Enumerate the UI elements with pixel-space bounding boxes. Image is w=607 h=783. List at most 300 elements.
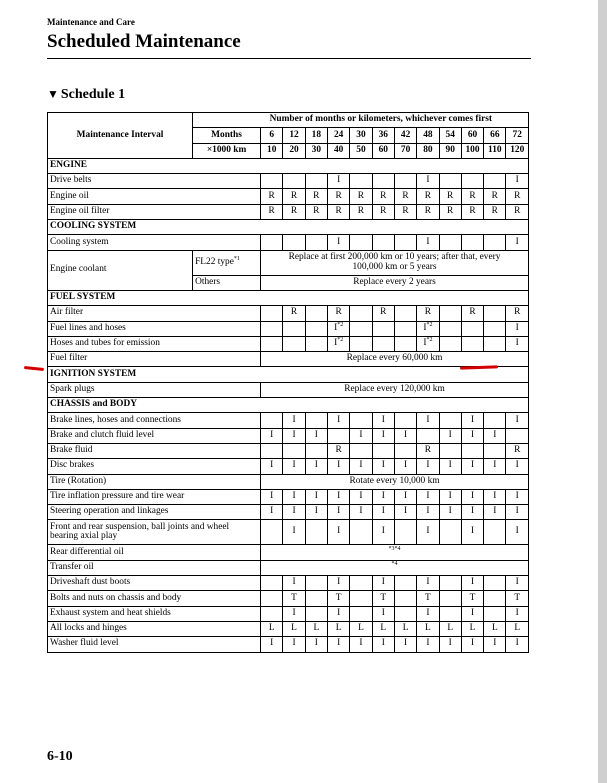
table-row (48, 459, 529, 474)
schedule-cell: I (484, 459, 506, 474)
item-label: Air filter (48, 306, 261, 321)
schedule-cell: R (283, 204, 305, 219)
schedule-cell (394, 321, 416, 336)
schedule-cell (350, 321, 372, 336)
schedule-cell: R (372, 204, 394, 219)
page-number: 6-10 (47, 749, 73, 764)
schedule-cell (327, 428, 349, 443)
schedule-cell (394, 235, 416, 250)
schedule-cell (350, 606, 372, 621)
schedule-cell (261, 235, 283, 250)
item-label: Engine oil filter (48, 204, 261, 219)
schedule-cell: I (350, 489, 372, 504)
table-row (48, 189, 529, 204)
schedule-cell: R (261, 204, 283, 219)
table-row (48, 443, 529, 458)
schedule-cell (394, 306, 416, 321)
schedule-cell: I (327, 489, 349, 504)
schedule-cell (305, 336, 327, 351)
table-row (48, 204, 529, 219)
interval-text: Replace at first 200,000 km or 10 years; after that, every 100,000 km or 5 years (261, 250, 529, 275)
category-row (48, 367, 529, 382)
schedule-cell: R (506, 443, 529, 458)
schedule-cell (439, 576, 461, 591)
schedule-cell: I (461, 606, 483, 621)
schedule-cell: R (327, 306, 349, 321)
schedule-cell (461, 443, 483, 458)
schedule-cell: I (461, 459, 483, 474)
table-row (48, 474, 529, 489)
schedule-cell: I (327, 459, 349, 474)
subtype-label (193, 275, 261, 290)
item-label: Spark plugs (48, 382, 261, 397)
km-value: 120 (506, 143, 529, 158)
table-row (48, 621, 529, 636)
item-label: Transfer oil (48, 560, 261, 575)
item-label: Driveshaft dust boots (48, 576, 261, 591)
schedule-cell: I (461, 489, 483, 504)
schedule-cell: I (461, 413, 483, 428)
schedule-cell: R (461, 306, 483, 321)
schedule-cell: I (305, 637, 327, 652)
schedule-cell (394, 413, 416, 428)
schedule-cell (261, 606, 283, 621)
schedule-cell: R (417, 204, 439, 219)
footnote-ref: *2 (426, 321, 433, 328)
schedule-cell: I (484, 637, 506, 652)
schedule-cell: L (506, 621, 529, 636)
schedule-cell (439, 591, 461, 606)
km-value: 20 (283, 143, 305, 158)
km-value: 80 (417, 143, 439, 158)
km-value: 90 (439, 143, 461, 158)
schedule-cell (350, 591, 372, 606)
schedule-cell: R (439, 189, 461, 204)
schedule-cell: R (461, 189, 483, 204)
schedule-cell (350, 443, 372, 458)
schedule-cell (305, 576, 327, 591)
schedule-cell: R (305, 189, 327, 204)
schedule-cell (484, 606, 506, 621)
table-row (48, 520, 529, 545)
schedule-title: Schedule 1 (60, 87, 126, 102)
item-label: All locks and hinges (48, 621, 261, 636)
schedule-cell: I (261, 637, 283, 652)
table-row (48, 235, 529, 250)
span-header: Number of months or kilometers, whichever comes first (193, 113, 529, 128)
schedule-cell (461, 321, 483, 336)
schedule-cell (484, 520, 506, 545)
schedule-cell: I (372, 520, 394, 545)
schedule-cell: R (350, 204, 372, 219)
table-row (48, 413, 529, 428)
schedule-cell: I (506, 321, 529, 336)
months-value: 72 (506, 128, 529, 143)
months-value: 42 (394, 128, 416, 143)
schedule-cell (439, 606, 461, 621)
schedule-cell: I (261, 428, 283, 443)
schedule-cell: I (283, 520, 305, 545)
section-header: Maintenance and Care (47, 17, 135, 27)
maintenance-schedule-table (47, 112, 529, 653)
schedule-cell: I (283, 606, 305, 621)
schedule-cell: R (417, 189, 439, 204)
schedule-cell: T (461, 591, 483, 606)
schedule-cell (372, 321, 394, 336)
category-row (48, 158, 529, 173)
item-label: Engine oil (48, 189, 261, 204)
schedule-cell: I (417, 505, 439, 520)
schedule-cell (305, 235, 327, 250)
schedule-cell: L (461, 621, 483, 636)
schedule-cell: I (350, 428, 372, 443)
km-label: ×1000 km (193, 143, 261, 158)
category-label: CHASSIS and BODY (48, 398, 529, 413)
category-label: ENGINE (48, 158, 529, 173)
category-row (48, 220, 529, 235)
schedule-cell: I (372, 489, 394, 504)
schedule-cell (350, 413, 372, 428)
schedule-cell: L (327, 621, 349, 636)
schedule-cell (261, 520, 283, 545)
item-label: Brake fluid (48, 443, 261, 458)
schedule-cell: R (394, 204, 416, 219)
schedule-cell: R (439, 204, 461, 219)
schedule-cell: I (506, 459, 529, 474)
schedule-cell (439, 174, 461, 189)
schedule-cell: I (327, 505, 349, 520)
table-row (48, 306, 529, 321)
schedule-cell: I (350, 505, 372, 520)
schedule-cell (461, 235, 483, 250)
schedule-cell (305, 174, 327, 189)
interval-text: Replace every 60,000 km (261, 352, 529, 367)
table-row (48, 174, 529, 189)
schedule-cell (372, 174, 394, 189)
schedule-cell (283, 443, 305, 458)
schedule-cell: I (372, 576, 394, 591)
schedule-cell: I (506, 413, 529, 428)
schedule-cell (484, 413, 506, 428)
schedule-cell: I (372, 637, 394, 652)
schedule-cell (350, 336, 372, 351)
schedule-cell: I (417, 235, 439, 250)
schedule-cell (461, 336, 483, 351)
schedule-cell (394, 174, 416, 189)
item-label: Front and rear suspension, ball joints and wheel bearing axial play (48, 520, 261, 545)
schedule-cell: I (439, 428, 461, 443)
schedule-cell: R (484, 204, 506, 219)
schedule-cell: I (439, 459, 461, 474)
schedule-cell: I (484, 489, 506, 504)
schedule-cell: T (327, 591, 349, 606)
schedule-cell: $I^{*2}$ (327, 336, 349, 351)
schedule-cell (484, 174, 506, 189)
schedule-cell: R (461, 204, 483, 219)
months-value: 54 (439, 128, 461, 143)
schedule-cell: L (283, 621, 305, 636)
subtype-name: Others (195, 276, 221, 287)
schedule-cell: I (305, 428, 327, 443)
schedule-cell: I (417, 459, 439, 474)
schedule-cell: I (261, 459, 283, 474)
schedule-cell: I (484, 505, 506, 520)
schedule-cell: I (506, 235, 529, 250)
schedule-cell (484, 321, 506, 336)
schedule-cell: I (327, 413, 349, 428)
schedule-cell (417, 428, 439, 443)
schedule-cell: I (394, 489, 416, 504)
km-value: 40 (327, 143, 349, 158)
category-label: IGNITION SYSTEM (48, 367, 529, 382)
table-row (48, 336, 529, 351)
schedule-cell: L (261, 621, 283, 636)
schedule-cell: I (461, 505, 483, 520)
subtype-label (193, 250, 261, 275)
schedule-cell (305, 321, 327, 336)
schedule-cell: I (506, 336, 529, 351)
schedule-cell: $I^{*2}$ (417, 336, 439, 351)
schedule-cell (394, 591, 416, 606)
interval-text: Rotate every 10,000 km (261, 474, 529, 489)
schedule-cell (439, 321, 461, 336)
schedule-cell: I (261, 489, 283, 504)
months-value: 12 (283, 128, 305, 143)
item-label: Brake and clutch fluid level (48, 428, 261, 443)
schedule-cell (461, 174, 483, 189)
schedule-cell (394, 520, 416, 545)
schedule-cell (484, 443, 506, 458)
schedule-cell (305, 606, 327, 621)
schedule-cell: I (372, 428, 394, 443)
item-label: Hoses and tubes for emission (48, 336, 261, 351)
schedule-cell: I (283, 576, 305, 591)
schedule-cell: I (461, 576, 483, 591)
km-value: 10 (261, 143, 283, 158)
months-value: 48 (417, 128, 439, 143)
schedule-cell (484, 235, 506, 250)
schedule-cell: I (417, 489, 439, 504)
schedule-cell: I (506, 489, 529, 504)
schedule-cell (394, 606, 416, 621)
schedule-cell (261, 321, 283, 336)
km-value: 50 (350, 143, 372, 158)
schedule-cell (439, 235, 461, 250)
schedule-cell: I (506, 576, 529, 591)
schedule-cell: I (417, 606, 439, 621)
schedule-cell (283, 321, 305, 336)
schedule-cell: I (283, 505, 305, 520)
schedule-cell (305, 443, 327, 458)
schedule-cell: I (372, 413, 394, 428)
schedule-cell: I (394, 428, 416, 443)
subtype-name: FL22 type (195, 256, 234, 267)
schedule-cell: I (327, 606, 349, 621)
schedule-cell: R (261, 189, 283, 204)
schedule-cell (439, 306, 461, 321)
schedule-cell: R (506, 306, 529, 321)
schedule-cell: I (439, 505, 461, 520)
schedule-cell: I (506, 505, 529, 520)
months-value: 66 (484, 128, 506, 143)
item-label: Tire inflation pressure and tire wear (48, 489, 261, 504)
schedule-cell (439, 336, 461, 351)
schedule-cell: I (484, 428, 506, 443)
schedule-cell (350, 306, 372, 321)
schedule-cell: I (506, 606, 529, 621)
schedule-cell (283, 174, 305, 189)
item-label: Tire (Rotation) (48, 474, 261, 489)
table-row (48, 576, 529, 591)
schedule-cell: I (305, 489, 327, 504)
schedule-cell: I (283, 637, 305, 652)
title-divider (47, 58, 531, 59)
table-row (48, 250, 529, 275)
schedule-cell: I (327, 235, 349, 250)
item-label: Rear differential oil (48, 545, 261, 560)
schedule-cell: I (417, 576, 439, 591)
item-label: Fuel lines and hoses (48, 321, 261, 336)
footnote-ref: *2 (426, 336, 433, 343)
schedule-cell (372, 443, 394, 458)
footnote-ref: *1 (233, 255, 240, 262)
table-row (48, 428, 529, 443)
schedule-cell: I (327, 576, 349, 591)
schedule-cell: I (372, 606, 394, 621)
category-row (48, 398, 529, 413)
interval-text: Replace every 2 years (261, 275, 529, 290)
schedule-cell (305, 591, 327, 606)
schedule-cell: I (283, 413, 305, 428)
schedule-cell: T (372, 591, 394, 606)
schedule-cell (350, 520, 372, 545)
schedule-cell (439, 413, 461, 428)
interval-text (261, 545, 529, 560)
months-value: 24 (327, 128, 349, 143)
schedule-cell: $I^{*2}$ (327, 321, 349, 336)
months-value: 60 (461, 128, 483, 143)
schedule-cell (305, 520, 327, 545)
schedule-cell: I (350, 459, 372, 474)
item-label: Brake lines, hoses and connections (48, 413, 261, 428)
item-label: Cooling system (48, 235, 261, 250)
schedule-cell: I (506, 520, 529, 545)
schedule-cell: I (327, 637, 349, 652)
footnote-ref: *2 (337, 321, 344, 328)
schedule-cell (394, 443, 416, 458)
schedule-cell (506, 428, 529, 443)
schedule-cell: R (327, 204, 349, 219)
table-row (48, 352, 529, 367)
footnote-ref: *4 (391, 560, 398, 567)
schedule-cell (484, 576, 506, 591)
schedule-cell: R (283, 306, 305, 321)
schedule-cell: T (506, 591, 529, 606)
item-label: Bolts and nuts on chassis and body (48, 591, 261, 606)
km-value: 70 (394, 143, 416, 158)
schedule-cell: I (417, 174, 439, 189)
months-value: 6 (261, 128, 283, 143)
schedule-cell (484, 336, 506, 351)
schedule-cell: $I^{*2}$ (417, 321, 439, 336)
schedule-cell (439, 520, 461, 545)
category-label: FUEL SYSTEM (48, 290, 529, 305)
schedule-cell (261, 591, 283, 606)
schedule-cell: I (506, 174, 529, 189)
schedule-cell (394, 576, 416, 591)
annotation-marker-left (24, 366, 44, 371)
schedule-cell: I (394, 505, 416, 520)
category-row (48, 290, 529, 305)
schedule-cell (283, 336, 305, 351)
schedule-cell (394, 336, 416, 351)
schedule-cell: R (372, 306, 394, 321)
schedule-cell: I (439, 637, 461, 652)
table-row (48, 591, 529, 606)
schedule-cell: T (283, 591, 305, 606)
schedule-cell: I (283, 489, 305, 504)
footnote-ref: *2 (337, 336, 344, 343)
schedule-cell: I (394, 459, 416, 474)
schedule-cell: L (350, 621, 372, 636)
schedule-cell: I (461, 637, 483, 652)
schedule-cell (350, 235, 372, 250)
schedule-cell: R (350, 189, 372, 204)
schedule-cell: I (506, 637, 529, 652)
table-row (48, 606, 529, 621)
schedule-cell (484, 306, 506, 321)
table-row (48, 321, 529, 336)
schedule-cell: R (394, 189, 416, 204)
schedule-cell: R (327, 443, 349, 458)
table-row (48, 505, 529, 520)
schedule-cell: I (327, 174, 349, 189)
schedule-cell: R (327, 189, 349, 204)
months-value: 18 (305, 128, 327, 143)
schedule-cell (305, 413, 327, 428)
schedule-cell: L (394, 621, 416, 636)
page-title: Scheduled Maintenance (47, 31, 241, 52)
schedule-cell (372, 336, 394, 351)
table-row (48, 489, 529, 504)
item-label: Engine coolant (48, 250, 193, 290)
schedule-cell (261, 336, 283, 351)
table-row (48, 637, 529, 652)
schedule-cell: I (439, 489, 461, 504)
schedule-cell (261, 576, 283, 591)
item-label: Drive belts (48, 174, 261, 189)
triangle-down-icon: ▼ (47, 87, 59, 101)
schedule-cell: R (484, 189, 506, 204)
interval-text (261, 560, 529, 575)
schedule-cell: I (417, 413, 439, 428)
header-row (48, 113, 529, 128)
km-value: 60 (372, 143, 394, 158)
schedule-cell: I (305, 505, 327, 520)
item-label: Exhaust system and heat shields (48, 606, 261, 621)
table-row (48, 545, 529, 560)
schedule-cell (439, 443, 461, 458)
table-row (48, 382, 529, 397)
schedule-cell: I (461, 520, 483, 545)
schedule-cell: I (372, 505, 394, 520)
schedule-cell (261, 413, 283, 428)
schedule-cell (372, 235, 394, 250)
schedule-cell (350, 174, 372, 189)
schedule-cell: L (484, 621, 506, 636)
schedule-cell (350, 576, 372, 591)
km-value: 30 (305, 143, 327, 158)
